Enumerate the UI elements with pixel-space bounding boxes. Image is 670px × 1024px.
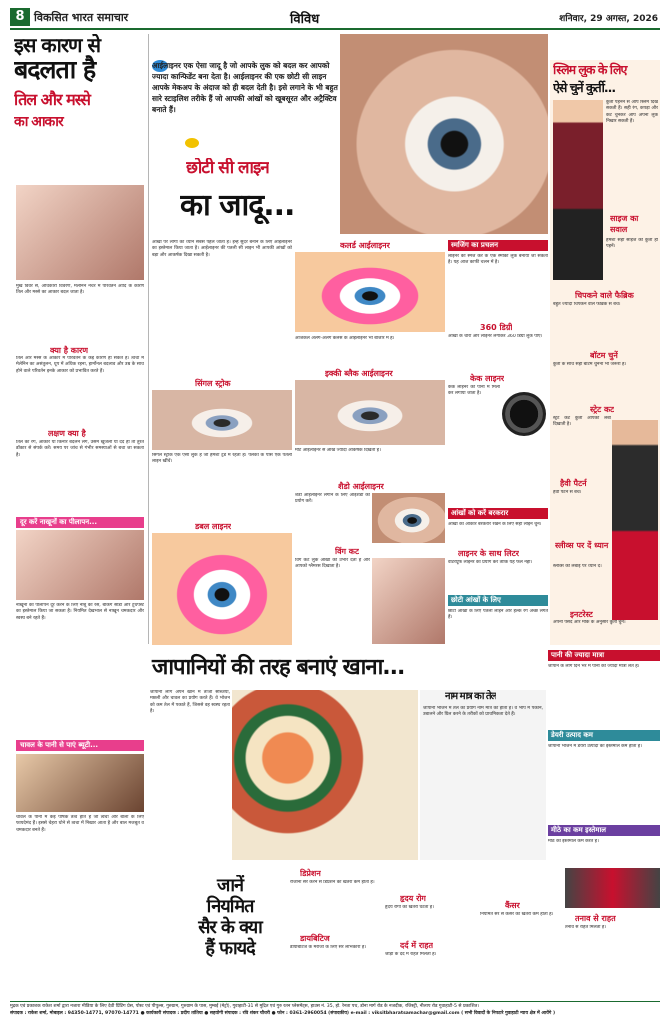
- eye-body-coloured: आजकल अलग-अलग कलर्स के आईलाइनर भी बाजार में हैं।: [295, 336, 395, 341]
- shadow-liner-photo: [372, 493, 445, 543]
- kurti-sub-sleeve: स्लीव्स पर दें ध्यान: [555, 541, 609, 550]
- eye-body-1: आंखों पर लोगों का ध्यान सबसे पहले जाता है। इन्हें सुंदर बनाने के लिए आईलाइनर का इस्तेमाल किया जाता है। आईलाइनर की पतली सी लाइन भी आपकी आंखों को बड़ा और आकर्षक दिखा सकती है।: [152, 240, 292, 258]
- page-number: 8: [10, 8, 30, 26]
- small-body: छोटी आंखों के लिए पतली लाइन और हल्के रंग अच्छे लगते हैं।: [448, 609, 548, 621]
- nails-photo: [16, 530, 144, 600]
- japan-body-1: जापानी लोग अपने खाने में ताजी सब्जियों, मछली और चावल का प्रयोग करते हैं। वे भोजन को कम तेल में पकाते हैं, जिससे वह स्वस्थ रहता है।: [150, 690, 230, 715]
- water-body: जापान के लोग दिन भर में पानी की ज्यादा मात्रा लेते हैं।: [548, 664, 640, 669]
- kurti-sub-interest: इनटरेस्ट: [570, 610, 593, 619]
- oil-headline: नाम मात्र का तेल: [445, 691, 497, 702]
- japan-headline: जापानियों की तरह बनाएं खाना...: [152, 655, 405, 680]
- water-body: वॉटरप्रूफ लाइनर का प्रयोग करें ताकि यह फैले नहीं।: [448, 560, 533, 565]
- kurti-body-interest: अपनी पसंद और मौके के अनुसार कुर्ती चुनें।: [553, 620, 626, 625]
- kurti-body-heavy: हैवी पैटर्न से बचें।: [553, 490, 582, 495]
- dairy-body: जापानी भोजन में डेयरी उत्पादों का इस्तेमाल कम होता है।: [548, 744, 642, 749]
- sub-smudge: स्मजिंग का प्रचलन: [448, 240, 548, 251]
- walk-headline-3: सैर के क्या: [198, 917, 262, 938]
- sub-360: 360 डिग्री: [480, 323, 513, 332]
- walk-sub-depression: डिप्रेशन: [300, 869, 321, 878]
- left-headline-4: का आकार: [14, 114, 63, 130]
- body-360: आंखों के चारों ओर लाइनर लगाकर 360 डिग्री लुक पाएं।: [448, 334, 543, 339]
- kurti-body-strait: स्ट्रेट कट कुर्ती आपको लंबा दिखाती है।: [553, 416, 611, 428]
- eye-hero-photo: [340, 34, 548, 234]
- walk-sub-diabetes: डायबिटिज: [300, 934, 330, 943]
- eye-sub-double: डबल लाइनर: [195, 522, 232, 531]
- eye-body-shadow: शैडो आईलाइनर लगाने के लिए आईशैडो का प्रयोग करें।: [295, 493, 370, 505]
- cake-liner-photo: [502, 392, 546, 436]
- kurti-headline-2: ऐसे चुनें कुर्ती...: [553, 80, 616, 95]
- eye-body-single: सिंगल स्ट्रोक एक ऐसा लुक है जो हमेशा ट्रेंड में रहता है। पलकों के पास एक पतली लाइन खींचें।: [152, 453, 292, 465]
- left-headline-1: इस कारण से: [14, 34, 100, 57]
- walk-headline: [180, 875, 280, 959]
- kurti-sub-heavy: हैवी पैटर्न: [560, 479, 587, 488]
- left-body-2: तिल का रंग, आकार या किनारे बदलने लगें, उसमें खुजली या दर्द हो तो तुरंत डॉक्टर से संपर्क करें। समय पर जांच से गंभीर समस्याओं से बचा जा सकता है।: [16, 440, 144, 458]
- walk-body-diabetes: डायबिटिज के मरीजों के लिए सैर लाभकारी है।: [290, 945, 367, 950]
- eye-intro: आईलाइनर एक ऐसा जादू है जो आपके लुक को बदल कर आपको ज्यादा कान्फिडेंट बना देता है। आईलाइनर की एक छोटी सी लाइन आपके मेकअप के अंदाज को ही बदल देती है। इसे लगाने के भी बहुत सारे स्टाइलिश तरीके हैं जो आपकी आंखों को खूबसूरत और अट्रैक्टिव बनाते हैं।: [152, 61, 338, 114]
- rice-box-title: चावल के पानी से पाएं ब्यूटी...: [16, 740, 144, 751]
- nails-body: नाखूनों का पीलापन दूर करने के लिए नींबू का रस, बेकिंग सोडा और टूथपेस्ट का इस्तेमाल किया जा सकता है। नियमित देखभाल से नाखून चमकदार और स्वस्थ बने रहते हैं।: [16, 603, 144, 621]
- coloured-liner-photo: [295, 252, 445, 332]
- kurti-model-photo-2: [612, 420, 658, 620]
- left-intro: मुख विवर से, अधिकारी विवरण, मेलेनिन नेचर में परिवर्तन आदि के कारण तिल और मस्से का आकार बदल जाता है।: [16, 284, 144, 296]
- kurti-sub-strait: स्ट्रेट कट: [590, 405, 615, 414]
- eye-sub-shadow: शैडो आईलाइनर: [338, 482, 384, 491]
- rice-body: चावल के पानी में कई पोषक तत्व होते हैं जो त्वचा और बालों के लिए फायदेमंद हैं। इससे चेहरा धोने से त्वचा में निखार आता है और बाल मजबूत व चमकदार बनते हैं।: [16, 815, 144, 833]
- kurti-headline-1: स्लिम लुक के लिए: [553, 62, 627, 77]
- walk-sub-stress: तनाव से राहत: [575, 914, 616, 923]
- eye-sub-coloured: कलर्ड आईलाइनर: [340, 241, 390, 250]
- kurti-body-1: कुर्ती पहनने से आप स्लिम दिख सकती हैं। सही रंग, कपड़ा और कट चुनकर आप अपना लुक निखार सकती हैं।: [606, 100, 658, 125]
- rice-photo: [16, 754, 144, 812]
- mole-photo: [16, 185, 144, 280]
- walk-sub-cancer: कैंसर: [505, 901, 520, 910]
- water-box-title: पानी की ज्यादा मात्रा: [548, 650, 660, 661]
- imprint-line-2: संपादक : राकेश शर्मा, मोबाइल : 94350-14771, 97070-14771 ● कार्यकारी संपादक : प्रदीप तांतिया ● सहयोगी संपादक : रवि शंकर चौधरी ● फोन : 0361-2960054 (संपादकीय) e-mail : viksitbharatsamachar@gmail.com ( सभी विवादों के निपटारे गुवाहाटी न्याय क्षेत्र में आयेंगे ): [10, 1010, 556, 1016]
- walk-body-pain: जोड़ों के दर्द में राहत मिलती है।: [385, 952, 437, 957]
- left-headline-block: [14, 34, 144, 184]
- walk-headline-1: जानें: [216, 875, 243, 896]
- walk-sub-heart: हृदय रोग: [400, 894, 426, 903]
- walk-body-stress: तनाव से राहत मिलती है।: [565, 925, 607, 930]
- sub-small: छोटी आंखों के लिए: [448, 595, 548, 606]
- japan-headline-box: [148, 650, 546, 686]
- section-title: विविध: [290, 12, 320, 26]
- paper-name: विकसित भारत समाचार: [34, 11, 129, 24]
- imprint-line-1: मुद्रक एवं प्रकाशक राकेश शर्मा द्वारा नजारा मीडिया के लिए देवी प्रिंटिंग प्रेस, पोस्ट एवं पीपुल्स, गुरुग्राम, गुरुग्राम के पास, मुम्बई (मेट्रो), गुवाहाटी-31 से मुद्रित एवं गुरु रतन प्लेसमेंट्स, हाउस नं. 35, हो. रेनता पथ, डोना मार्ग रोड के नजदीक, रजिस्ट्री, नीलाप रोड गुवाहाटी-5 से प्रकाशित।: [10, 1004, 479, 1009]
- eye-sub-wing: विंग कट: [335, 547, 359, 556]
- masthead: [10, 8, 660, 26]
- thick-liner-photo: [295, 380, 445, 445]
- sub-cake: केक लाइनर: [470, 374, 505, 383]
- walk-headline-2: नियमित: [206, 896, 254, 917]
- left-headline-3: तिल और मस्से: [14, 90, 90, 109]
- left-sub-cause: क्या है कारण: [50, 346, 89, 355]
- kurti-sub-fabric: चिपकने वाले फैब्रिक: [575, 291, 634, 300]
- left-sub-symptom: लक्षण क्या है: [48, 429, 86, 438]
- walk-body-depression: रोजाना सैर करने से डिप्रेशन का खतरा कम होता है।: [290, 880, 375, 885]
- kurti-body-button: कुर्ती के साथ सही बॉटम चुनना भी जरूरी है।: [553, 362, 627, 367]
- kurti-sub-button: बॉटम चुनें: [590, 351, 618, 360]
- quote-icon-yellow: [185, 138, 199, 148]
- eye-sub-single: सिंगल स्ट्रोक: [195, 379, 231, 388]
- walk-body-cancer: नियमित सैर से कैंसर का खतरा कम होता है।: [480, 912, 554, 917]
- double-liner-photo: [152, 533, 292, 645]
- kurti-body-sleeve: स्लीव्स की लंबाई पर ध्यान दें।: [553, 564, 602, 569]
- eye-sub-thick: इक्की ब्लैक आईलाइनर: [325, 369, 393, 378]
- kurti-body-fabric: बहुत ज्यादा चिपकने वाले फैब्रिक से बचें।: [553, 302, 621, 307]
- wing-cut-photo: [372, 558, 445, 644]
- sub-water: लाइनर के साथ लिटर: [458, 549, 520, 558]
- walk-sub-pain: दर्द में राहत: [400, 941, 434, 950]
- eye-headline-1: छोटी सी लाइन: [186, 158, 269, 178]
- left-body-1: तिल और मस्से के आकार में परिवर्तन के कई कारण हो सकते हैं। त्वचा में मेलेनिन का असंतुलन, धूप में अधिक रहना, हार्मोनल बदलाव और उम्र के साथ होने वाले परिवर्तन इनके आकार को प्रभावित करते हैं।: [16, 356, 144, 374]
- header-rule: [10, 28, 660, 30]
- walk-body-heart: हृदय रोगों का खतरा घटता है।: [385, 905, 434, 910]
- eyes-body: आंखों का आकार बरकरार रखने के लिए सही लाइन चुनें।: [448, 522, 542, 527]
- imprint-footer: [10, 1001, 660, 1021]
- eye-body-wing: विंग कट लुक आंखों को उभार देता है और आपको ग्लैमरस दिखाता है।: [295, 558, 370, 570]
- column-divider: [148, 34, 149, 644]
- smudge-body: लाइनर को स्मज कर के एक स्मोकी लुक बनाया जा सकता है। यह आज काफी चलन में है।: [448, 254, 548, 266]
- left-headline-2: बदलता है: [14, 55, 96, 84]
- oil-body: जापानी भोजन में तेल का प्रयोग नाम मात्र का होता है। वे भाप में पकाने, उबालने और ग्रिल करने के तरीकों को प्राथमिकता देते हैं।: [423, 706, 543, 718]
- walk-photo: [565, 868, 660, 908]
- kurti-body-size: हमेशा सही साइज की कुर्ती ही पहनें।: [606, 238, 658, 250]
- dairy-title: डेयरी उत्पाद कम: [548, 730, 660, 741]
- kurti-model-photo: [553, 100, 603, 280]
- kurti-sub-size: साइज का सवाल: [610, 214, 639, 234]
- issue-date: शनिवार, 29 अगस्त, 2026: [559, 14, 658, 24]
- walk-headline-4: हैं फायदे: [205, 938, 255, 959]
- sub-eyes: आंखों को करें बरकरार: [448, 508, 548, 519]
- cake-body: केक लाइनर को पानी में मिला कर लगाया जाता है।: [448, 385, 500, 397]
- nails-box-title: दूर करें नाखूनों का पीलापन...: [16, 517, 144, 528]
- sweet-body: मीठे का इस्तेमाल कम करते हैं।: [548, 839, 599, 844]
- sweet-title: मीठे का कम इस्तेमाल: [548, 825, 660, 836]
- sushi-photo: [232, 690, 418, 860]
- single-stroke-photo: [152, 390, 292, 450]
- eye-headline-2: का जादू...: [180, 188, 295, 223]
- eye-body-thick: मोटे आईलाइनर से आंखें ज्यादा आकर्षक दिखती हैं।: [295, 448, 381, 453]
